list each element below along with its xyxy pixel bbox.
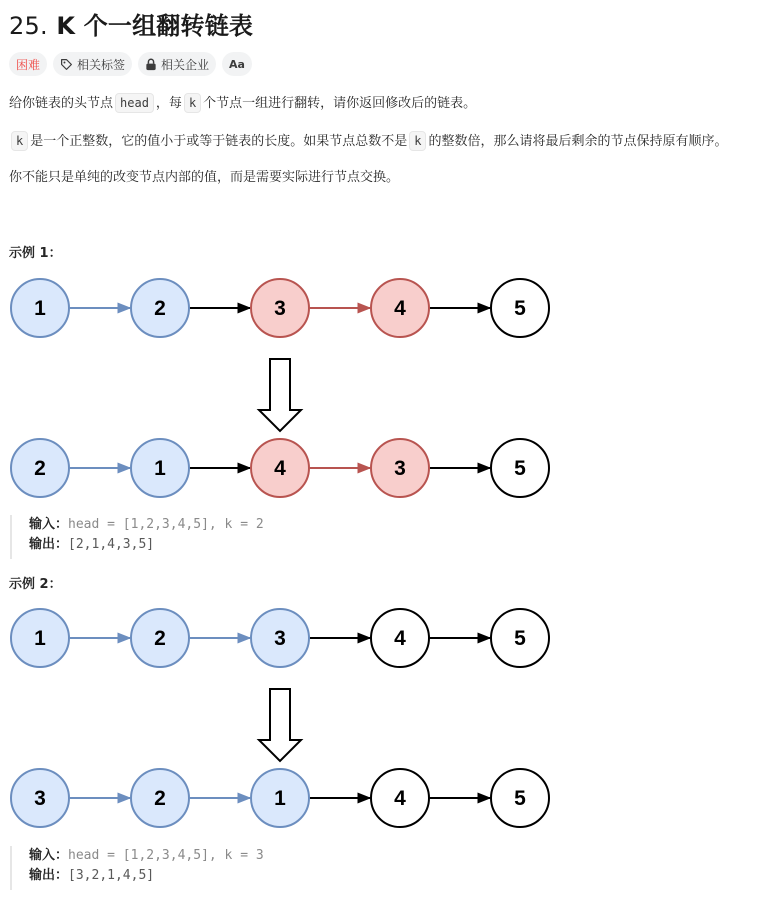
example-1-output: 输出：[2,1,4,3,5] xyxy=(29,537,155,552)
before-node-value: 4 xyxy=(394,297,406,320)
translate-icon: Aa xyxy=(229,57,245,71)
inline-code: head xyxy=(115,93,154,113)
inline-code: k xyxy=(184,93,201,113)
problem-title-text: K 个一组翻转链表 xyxy=(56,12,254,40)
related-topics-label: 相关标签 xyxy=(77,57,126,72)
before-node-value: 3 xyxy=(274,297,286,320)
transform-arrow-icon xyxy=(259,359,301,431)
after-node-value: 1 xyxy=(154,457,166,480)
difficulty-label: 困难 xyxy=(16,57,41,72)
after-node-value: 3 xyxy=(34,787,46,810)
translate-button[interactable] xyxy=(222,52,252,76)
description-paragraph-2: k 是一个正整数，它的值小于或等于链表的长度。如果节点总数不是 k 的整数倍，那么请将最后剩余的节点保持原有顺序。 xyxy=(9,131,728,152)
example-1-title: 示例 1： xyxy=(9,246,62,261)
after-node-value: 4 xyxy=(394,787,406,810)
related-companies-label: 相关企业 xyxy=(161,57,210,72)
example-1-io xyxy=(10,515,264,559)
example-2-input: 输入：head = [1,2,3,4,5], k = 3 xyxy=(29,848,264,863)
tag-bar xyxy=(9,52,252,76)
example-2-output: 输出：[3,2,1,4,5] xyxy=(29,868,155,883)
before-node-value: 1 xyxy=(34,297,46,320)
lock-icon xyxy=(145,58,157,71)
problem-title xyxy=(9,6,253,41)
inline-code: k xyxy=(409,131,426,151)
description-paragraph-1: 给你链表的头节点 head ，每 k 个节点一组进行翻转，请你返回修改后的链表。 xyxy=(9,93,476,114)
description-paragraph-3: 你不能只是单纯的改变节点内部的值，而是需要实际进行节点交换。 xyxy=(9,170,400,185)
after-node-value: 5 xyxy=(514,457,526,480)
inline-code: k xyxy=(11,131,28,151)
after-node-value: 4 xyxy=(274,457,286,480)
before-node-value: 1 xyxy=(34,627,46,650)
after-node-value: 1 xyxy=(274,787,286,810)
after-node-value: 3 xyxy=(394,457,406,480)
example-1-input: 输入：head = [1,2,3,4,5], k = 2 xyxy=(29,517,264,532)
after-node-value: 5 xyxy=(514,787,526,810)
difficulty-badge[interactable] xyxy=(9,52,47,76)
after-node-value: 2 xyxy=(34,457,46,480)
example-2-title: 示例 2： xyxy=(9,577,62,592)
before-node-value: 4 xyxy=(394,627,406,650)
before-node-value: 2 xyxy=(154,297,166,320)
before-node-value: 5 xyxy=(514,627,526,650)
transform-arrow-icon xyxy=(259,689,301,761)
example-1-diagram xyxy=(0,270,784,500)
related-companies-button[interactable] xyxy=(138,52,216,76)
example-2-io xyxy=(10,846,264,890)
problem-number: 25. xyxy=(9,12,48,40)
before-node-value: 5 xyxy=(514,297,526,320)
before-node-value: 2 xyxy=(154,627,166,650)
example-2-diagram xyxy=(0,600,784,830)
tag-icon xyxy=(60,58,73,71)
related-topics-button[interactable] xyxy=(53,52,132,76)
before-node-value: 3 xyxy=(274,627,286,650)
after-node-value: 2 xyxy=(154,787,166,810)
